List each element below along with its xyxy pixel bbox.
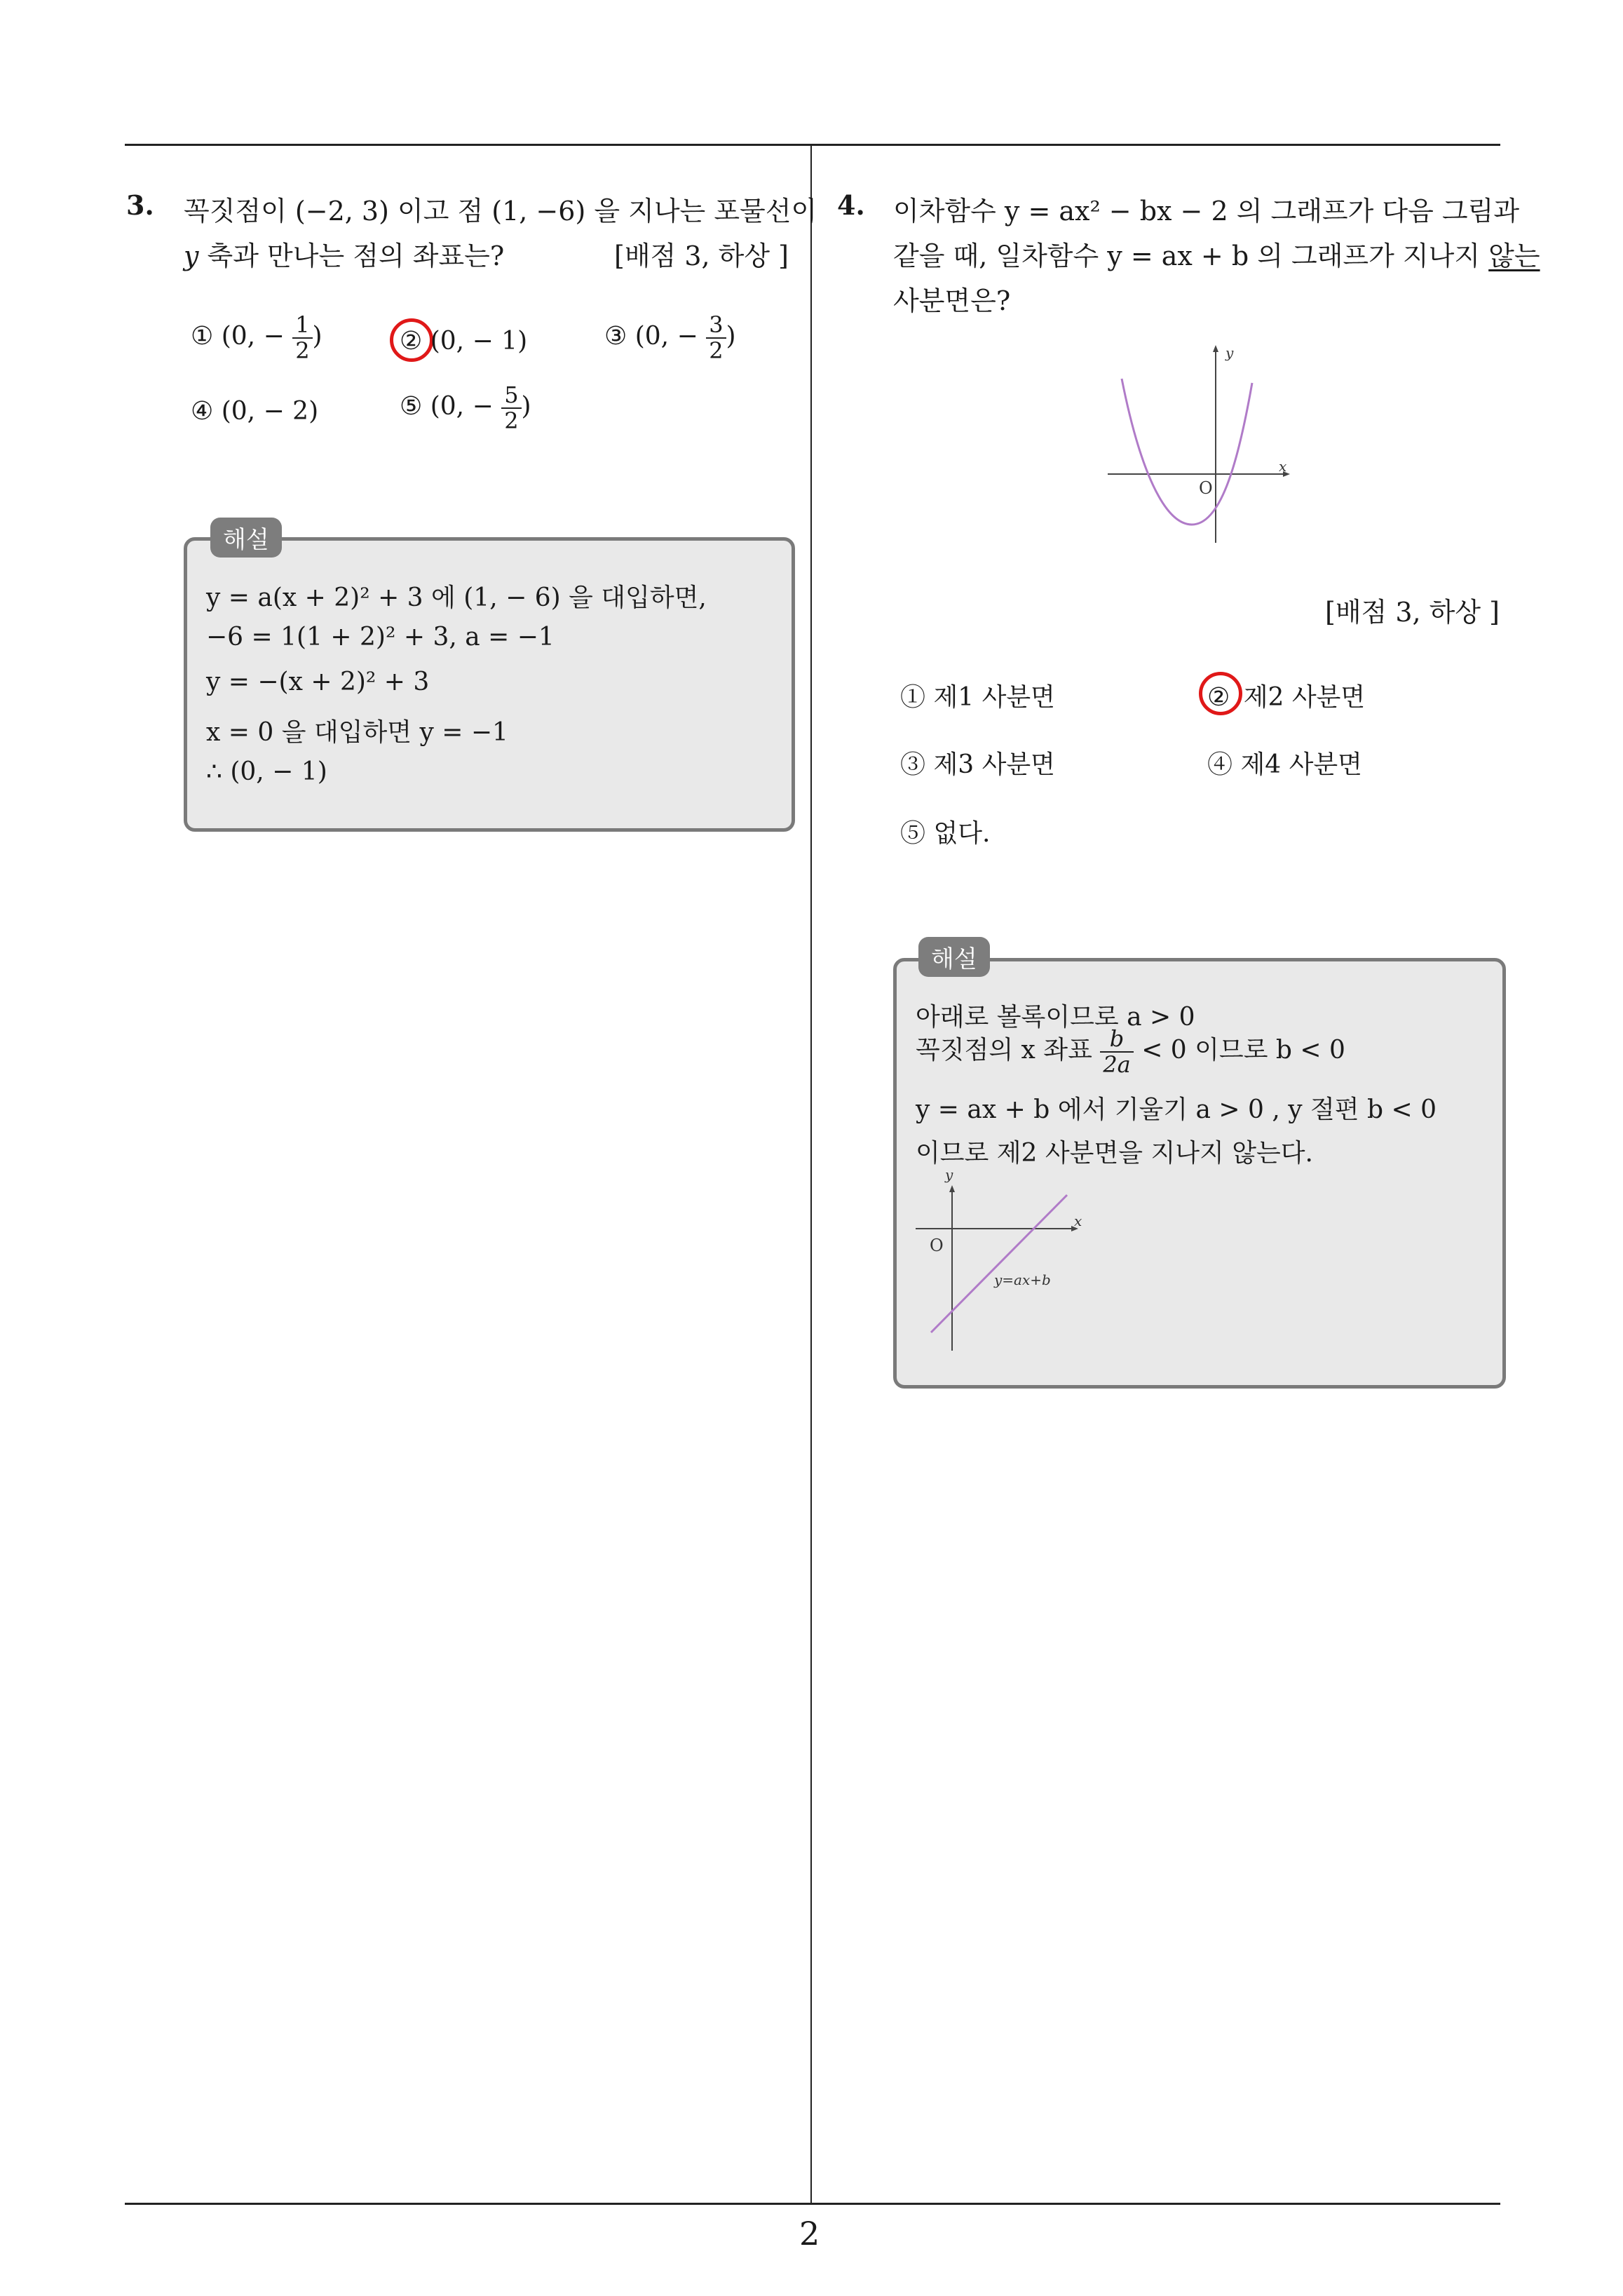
origin-label: O — [930, 1236, 944, 1255]
q3-option-3[interactable]: ③ (0, − $\frac{3}{2}$ ) — [604, 311, 736, 365]
q4-line2-text: 같을 때, 일차함수 y = ax + b 의 그래프가 지나지 — [893, 241, 1489, 271]
q3-option-5[interactable]: ⑤ (0, − $\frac{5}{2}$ ) — [400, 381, 531, 435]
q3-score: [배점 3, 하상 ] — [614, 241, 789, 271]
q3-option-2[interactable] — [400, 327, 527, 356]
option-mark: ③ — [604, 322, 627, 351]
option-mark: ⑤ — [400, 392, 423, 421]
x-axis-label: x — [1074, 1213, 1082, 1229]
q4-option-3[interactable]: ③ 제3 사분면 — [900, 750, 1055, 779]
q4-parabola-graph — [1101, 341, 1297, 548]
option-mark: ② — [1207, 683, 1230, 712]
page-number: 2 — [799, 2215, 820, 2253]
q3-solution-line3: y = −(x + 2)² + 3 — [206, 668, 430, 696]
option-text: (0, − — [430, 392, 494, 421]
y-axis-arrow — [949, 1185, 955, 1192]
q4-line1: 이차함수 y = ax² − bx − 2 의 그래프가 다음 그림과 — [893, 196, 1520, 227]
line-label: y=ax+b — [994, 1271, 1051, 1288]
q4-solution-line1: 아래로 볼록이므로 a > 0 — [916, 1003, 1195, 1032]
q4-solution-tag: 해설 — [918, 937, 990, 977]
q4-line3: 사분면은? — [893, 285, 1011, 316]
q3-option-1[interactable]: ① (0, − $\frac{1}{2}$ ) — [191, 311, 322, 365]
q4-option-1[interactable]: ① 제1 사분면 — [900, 683, 1055, 712]
q4-underlined: 않는 — [1488, 241, 1540, 271]
q3-solution-line2: −6 = 1(1 + 2)² + 3, a = −1 — [206, 623, 555, 651]
option-text: 제2 사분면 — [1243, 683, 1366, 712]
q3-option-4[interactable] — [191, 397, 318, 426]
q4-line-graph — [911, 1170, 1094, 1355]
fraction: $\frac{5}{2}$ — [501, 383, 521, 433]
q4-score: [배점 3, 하상 ] — [1325, 597, 1500, 628]
q3-solution-tag: 해설 — [210, 518, 282, 558]
q3-solution-line1: y = a(x + 2)² + 3 에 (1, − 6) 을 대입하면, — [206, 583, 707, 612]
x-axis-label: x — [1279, 458, 1287, 475]
q4-solution-line4: 이므로 제2 사분면을 지나지 않는다. — [916, 1139, 1313, 1168]
option-text: (0, − — [634, 322, 698, 351]
q3-number: 3. — [126, 189, 154, 221]
parabola-curve — [1122, 379, 1252, 525]
q4-number: 4. — [837, 189, 865, 221]
q3-line2 — [184, 234, 504, 273]
option-text: (0, − — [221, 322, 285, 351]
y-axis-label: y — [1225, 344, 1234, 361]
y-axis-label: y — [945, 1170, 953, 1183]
q4-option-5[interactable]: ⑤ 없다. — [900, 819, 991, 848]
q4-solution-line3: y = ax + b 에서 기울기 a > 0 , y 절편 b < 0 — [916, 1095, 1437, 1124]
fraction: $\frac{1}{2}$ — [292, 313, 312, 363]
option-text: (0, − 2) — [221, 397, 319, 426]
fraction: $\frac{b}{2a}$ — [1100, 1027, 1133, 1077]
q3-line2-text: 축과 만나는 점의 좌표는? — [198, 241, 505, 271]
fraction: $\frac{3}{2}$ — [706, 313, 726, 363]
option-mark: ④ — [191, 397, 214, 426]
top-rule — [125, 144, 1500, 146]
q3-var-y: y — [184, 241, 199, 271]
q4-solution-line2: 꼭짓점의 x 좌표 $\frac{b}{2a}$ < 0 이므로 b < 0 — [916, 1025, 1345, 1079]
q3-solution-line4: x = 0 을 대입하면 y = −1 — [206, 718, 508, 747]
q4-option-2[interactable] — [1207, 677, 1365, 713]
q4-line2 — [893, 234, 1540, 273]
q4-option-4[interactable]: ④ 제4 사분면 — [1207, 750, 1362, 779]
origin-label: O — [1199, 478, 1213, 498]
column-divider — [810, 146, 812, 2204]
option-mark: ① — [191, 322, 214, 351]
q3-solution-line5: ∴ (0, − 1) — [206, 757, 327, 786]
y-axis-arrow — [1213, 345, 1218, 352]
option-text: (0, − 1) — [430, 327, 528, 356]
q3-line1: 꼭짓점이 (−2, 3) 이고 점 (1, −6) 을 지나는 포물선이 — [184, 196, 817, 227]
bottom-rule — [125, 2203, 1500, 2205]
option-mark: ② — [400, 327, 423, 356]
